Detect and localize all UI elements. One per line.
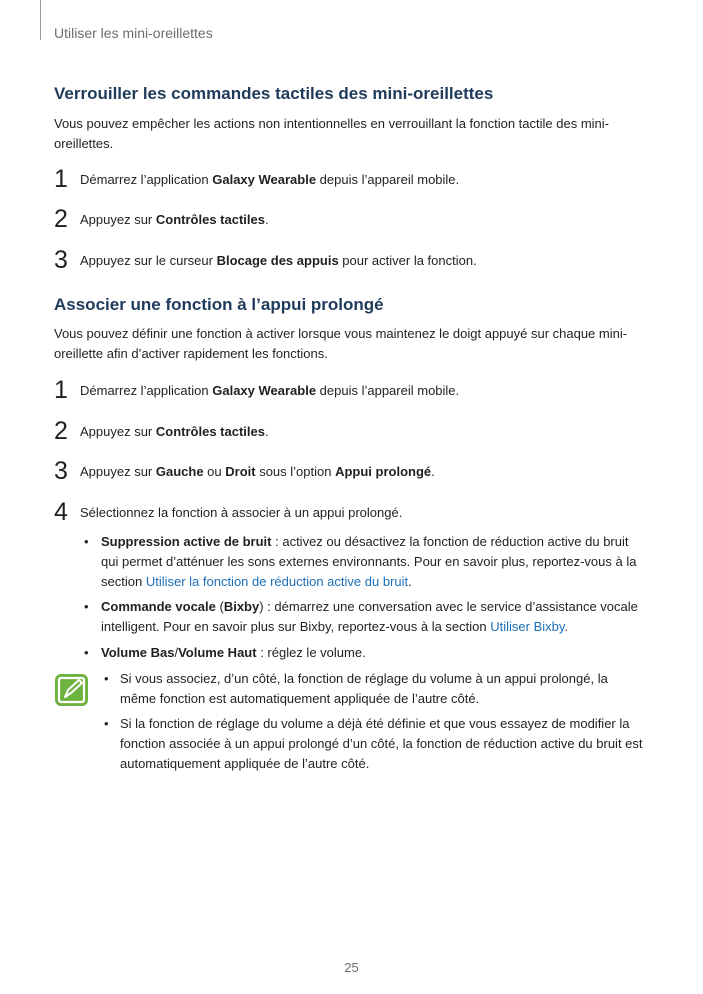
bullet-dot: • [104, 671, 109, 686]
bullet-dot: • [84, 599, 89, 614]
note-item [101, 714, 646, 774]
page-header-title: Utiliser les mini-oreillettes [54, 25, 213, 41]
bullet-dot: • [84, 534, 89, 549]
step-text: Appuyez sur le curseur Blocage des appuis pour activer la fonction. [80, 253, 477, 268]
step-2 [54, 417, 654, 447]
step-text: Sélectionnez la fonction à associer à un appui prolongé. [80, 505, 403, 520]
note-item [101, 669, 646, 709]
step-number: 4 [54, 498, 68, 526]
note-text: Si la fonction de réglage du volume a déjà été définie et que vous essayez de modifier la fonction associée à un appui prolongé d’un côté, la fonction de réduction active du bruit est automatiquement appliquée de l’autre côté. [120, 716, 643, 771]
bullet-item [80, 597, 645, 637]
note-pencil-icon [54, 673, 89, 707]
step-text: Démarrez l’application Galaxy Wearable depuis l’appareil mobile. [80, 172, 460, 187]
bullet-text: Suppression active de bruit : activez ou désactivez la fonction de réduction active du bruit qui permet d’atténuer les sons externes environnants. Pour en savoir plus, reportez-vous à la section Utiliser la fonction de réduction active du bruit. [101, 534, 637, 589]
step-1 [54, 165, 654, 195]
note-text: Si vous associez, d’un côté, la fonction de réglage du volume à un appui prolongé, la même fonction est automatiquement appliquée de l’autre côté. [120, 671, 608, 706]
step-number: 1 [54, 165, 68, 193]
section-title-lock: Verrouiller les commandes tactiles des mini-oreillettes [54, 84, 494, 103]
bullet-dot: • [84, 645, 89, 660]
step-number: 3 [54, 246, 68, 274]
section-intro-long-press: Vous pouvez définir une fonction à activer lorsque vous maintenez le doigt appuyé sur chaque mini-oreillette afin d’activer rapidement les fonctions. [54, 326, 628, 361]
header-rule [40, 0, 41, 40]
bullet-item [80, 643, 645, 663]
step-number: 3 [54, 457, 68, 485]
step-text: Appuyez sur Gauche ou Droit sous l’option Appui prolongé. [80, 464, 435, 479]
link-bixby-section[interactable]: Utiliser Bixby [490, 619, 565, 634]
step-number: 2 [54, 417, 68, 445]
step-text: Appuyez sur Contrôles tactiles. [80, 212, 269, 227]
step-1 [54, 376, 654, 406]
bullet-dot: • [104, 716, 109, 731]
step-4 [54, 498, 654, 528]
page-number: 25 [344, 960, 359, 975]
bullet-text: Volume Bas/Volume Haut : réglez le volume. [101, 645, 366, 660]
bullet-text: Commande vocale (Bixby) : démarrez une conversation avec le service d’assistance vocale intelligent. Pour en savoir plus sur Bixby, reportez-vous à la section Utiliser Bixby. [101, 599, 638, 634]
section-intro-lock: Vous pouvez empêcher les actions non intentionnelles en verrouillant la fonction tactile des mini-oreillettes. [54, 116, 609, 151]
step-number: 2 [54, 205, 68, 233]
step-text: Démarrez l’application Galaxy Wearable depuis l’appareil mobile. [80, 383, 460, 398]
section-title-long-press: Associer une fonction à l’appui prolongé [54, 295, 384, 314]
step-text: Appuyez sur Contrôles tactiles. [80, 424, 269, 439]
step-3 [54, 246, 654, 276]
step-number: 1 [54, 376, 68, 404]
step-3 [54, 457, 654, 487]
bullet-item [80, 532, 645, 592]
step-2 [54, 205, 654, 235]
link-anc-section[interactable]: Utiliser la fonction de réduction active du bruit [145, 574, 409, 589]
